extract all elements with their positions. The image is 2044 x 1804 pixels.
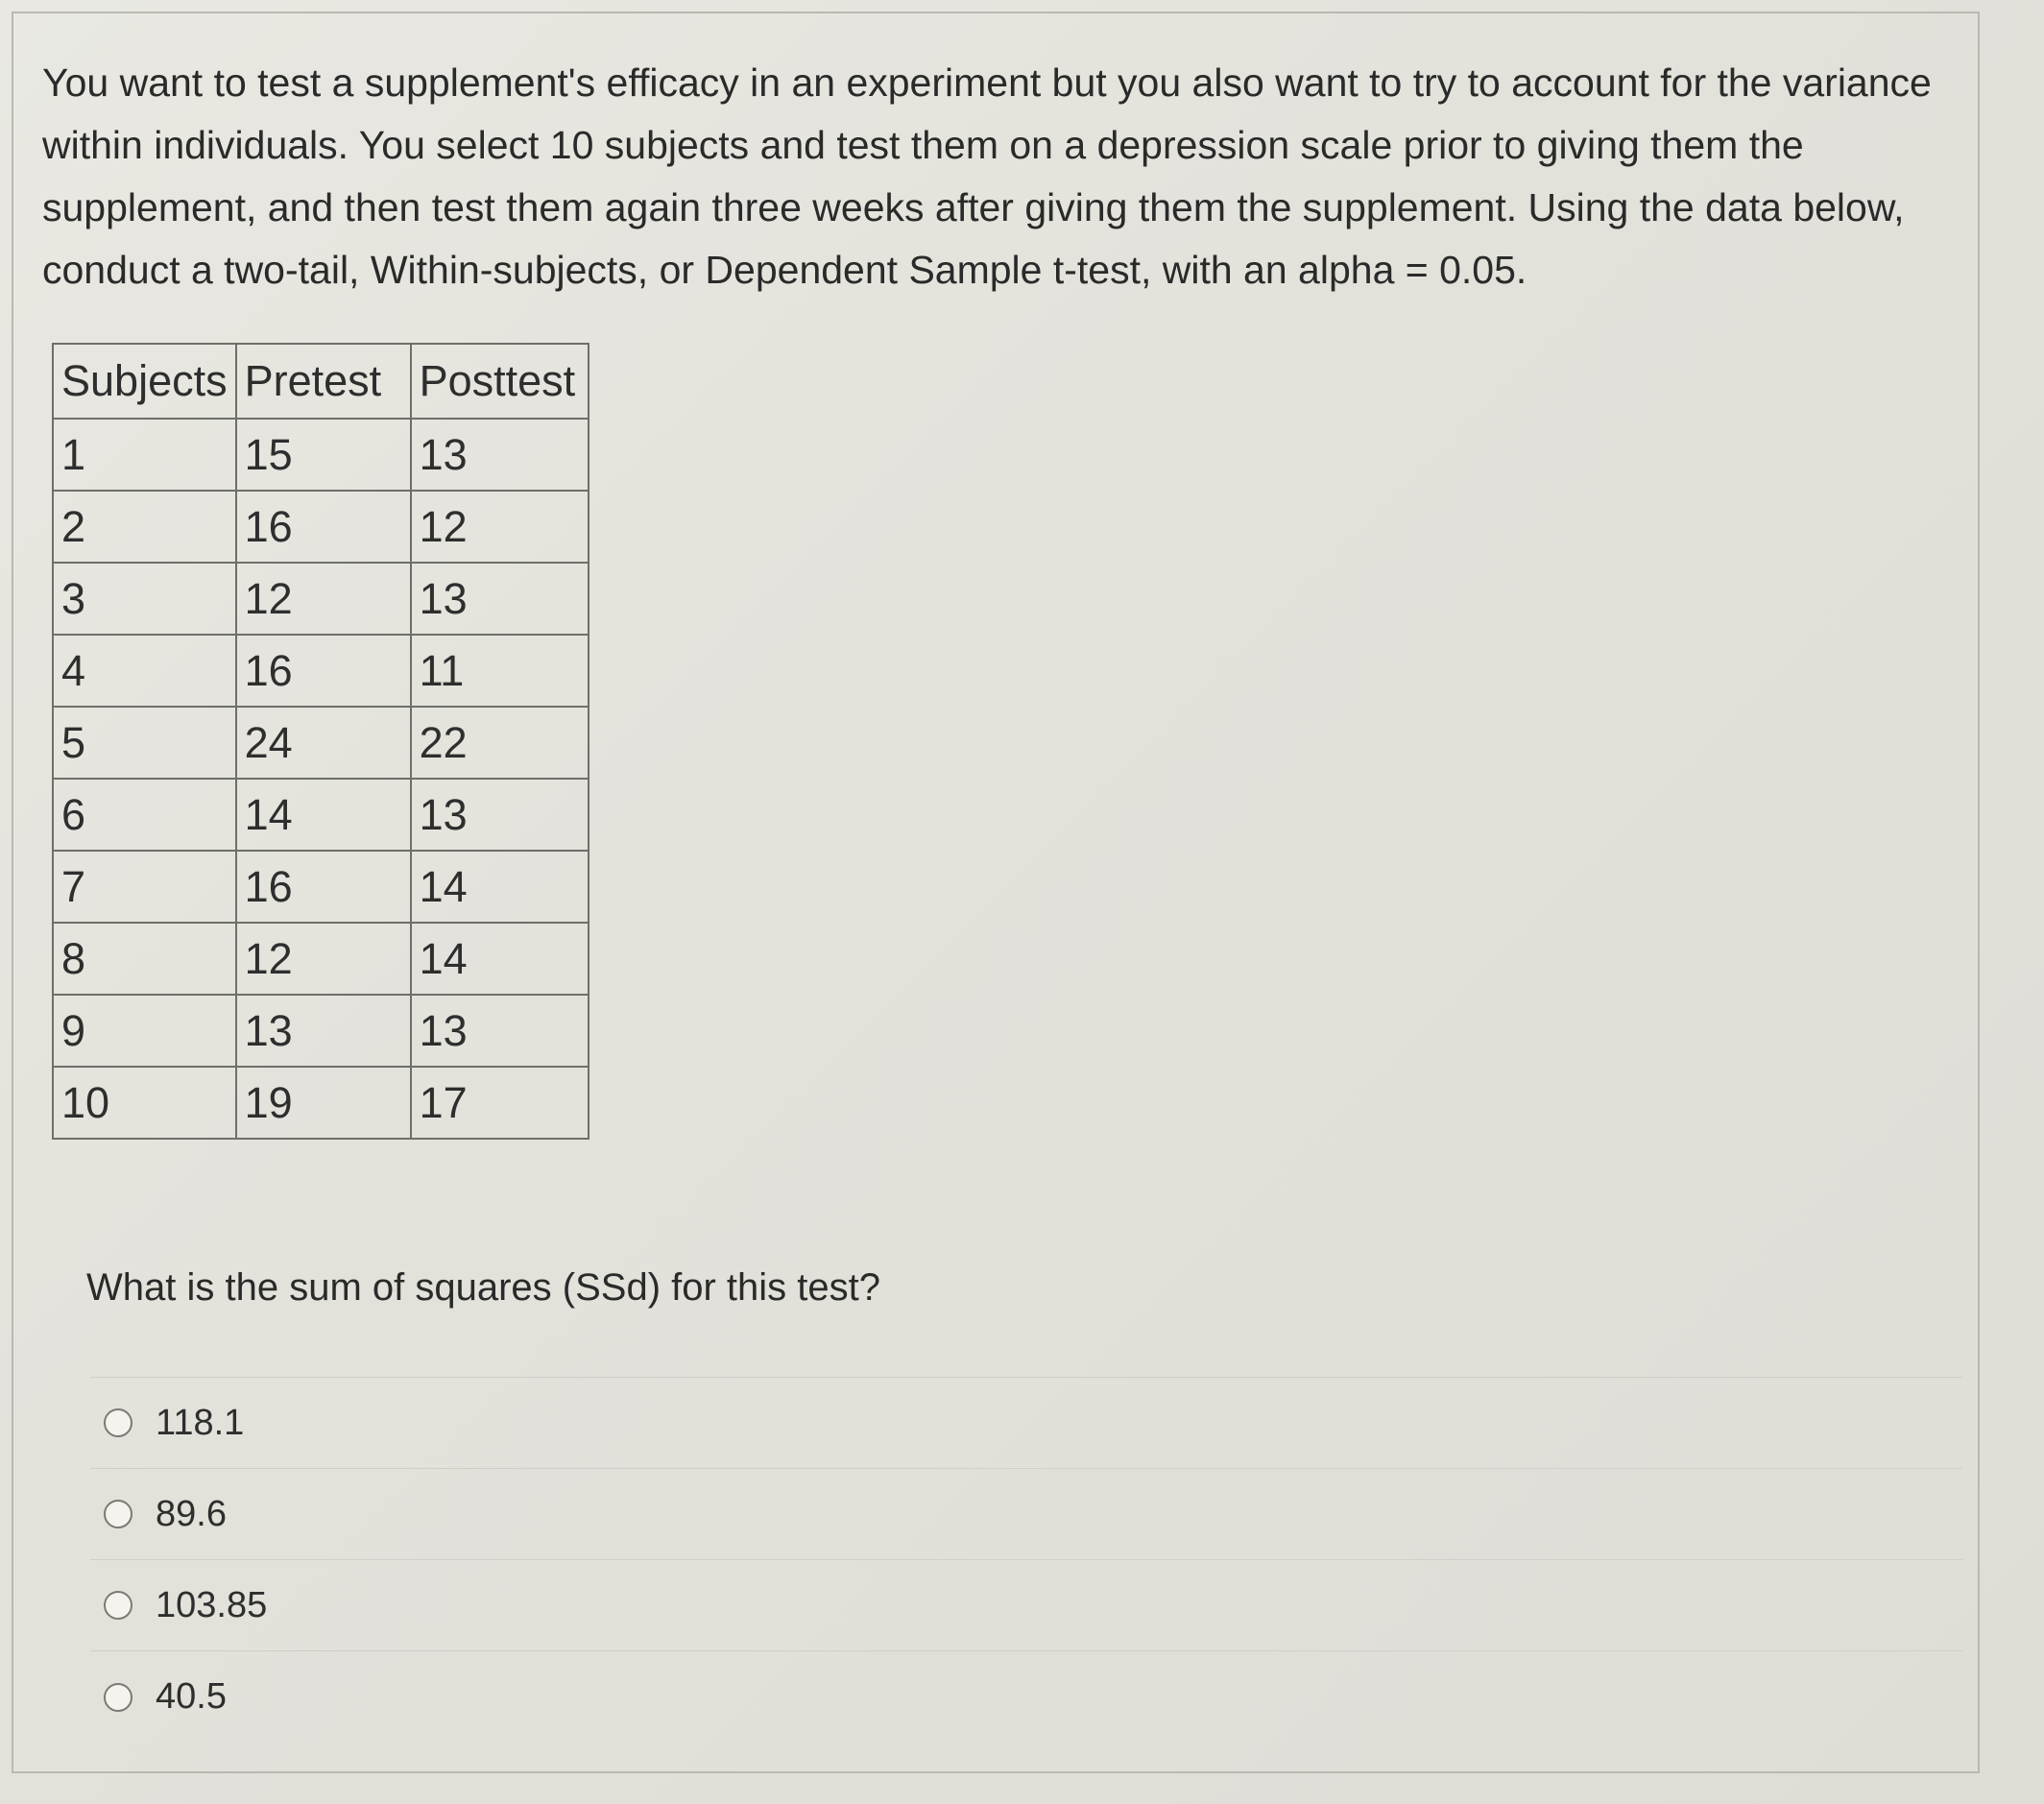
table-header-row — [53, 344, 589, 419]
table-row — [53, 635, 589, 707]
cell-posttest: 17 — [411, 1067, 589, 1139]
cell-pretest: 16 — [236, 851, 411, 923]
table-row — [53, 707, 589, 779]
option-label: 89.6 — [156, 1493, 227, 1534]
header-posttest: Posttest — [411, 344, 589, 419]
cell-pretest: 12 — [236, 563, 411, 635]
table-row — [53, 491, 589, 563]
header-pretest: Pretest — [236, 344, 411, 419]
answer-options — [90, 1377, 1962, 1743]
table-row — [53, 1067, 589, 1139]
table-row — [53, 851, 589, 923]
cell-posttest: 13 — [411, 995, 589, 1067]
table-row — [53, 995, 589, 1067]
cell-posttest: 13 — [411, 419, 589, 491]
cell-subject: 5 — [53, 707, 236, 779]
option-label: 103.85 — [156, 1584, 268, 1625]
cell-pretest: 24 — [236, 707, 411, 779]
cell-subject: 8 — [53, 923, 236, 995]
header-subjects: Subjects — [53, 344, 236, 419]
cell-posttest: 13 — [411, 779, 589, 851]
cell-pretest: 12 — [236, 923, 411, 995]
question-text: You want to test a supplement's efficacy in an experiment but you also want to try to account for the variance within individuals. You select 10 subjects and test them on a depression scale prior to giving them the supplement, and then test them again three weeks after giving them the supplement. Using the data below, conduct a two-tail, Within-subjects, or Dependent Sample t-test, with an alpha = 0.05. — [42, 60, 1932, 292]
cell-subject: 10 — [53, 1067, 236, 1139]
table-row — [53, 419, 589, 491]
radio-button[interactable] — [104, 1683, 132, 1712]
cell-subject: 2 — [53, 491, 236, 563]
answer-option-2[interactable] — [90, 1469, 1962, 1560]
cell-subject: 6 — [53, 779, 236, 851]
cell-pretest: 19 — [236, 1067, 411, 1139]
table-row — [53, 563, 589, 635]
radio-button[interactable] — [104, 1591, 132, 1620]
cell-posttest: 14 — [411, 923, 589, 995]
cell-posttest: 12 — [411, 491, 589, 563]
table-row — [53, 779, 589, 851]
cell-subject: 9 — [53, 995, 236, 1067]
table-row — [53, 923, 589, 995]
answer-option-3[interactable] — [90, 1560, 1962, 1651]
cell-posttest: 11 — [411, 635, 589, 707]
question-prompt: What is the sum of squares (SSd) for this test? — [86, 1266, 880, 1309]
data-table — [52, 343, 589, 1140]
radio-button[interactable] — [104, 1408, 132, 1437]
answer-option-1[interactable] — [90, 1378, 1962, 1469]
question-panel — [12, 12, 1980, 1773]
cell-posttest: 22 — [411, 707, 589, 779]
cell-pretest: 15 — [236, 419, 411, 491]
cell-pretest: 16 — [236, 491, 411, 563]
option-label: 118.1 — [156, 1402, 245, 1443]
cell-posttest: 13 — [411, 563, 589, 635]
answer-option-4[interactable] — [90, 1651, 1962, 1743]
option-label: 40.5 — [156, 1676, 227, 1717]
radio-button[interactable] — [104, 1500, 132, 1528]
cell-pretest: 14 — [236, 779, 411, 851]
cell-pretest: 16 — [236, 635, 411, 707]
cell-subject: 3 — [53, 563, 236, 635]
cell-posttest: 14 — [411, 851, 589, 923]
cell-subject: 1 — [53, 419, 236, 491]
cell-subject: 7 — [53, 851, 236, 923]
cell-pretest: 13 — [236, 995, 411, 1067]
cell-subject: 4 — [53, 635, 236, 707]
